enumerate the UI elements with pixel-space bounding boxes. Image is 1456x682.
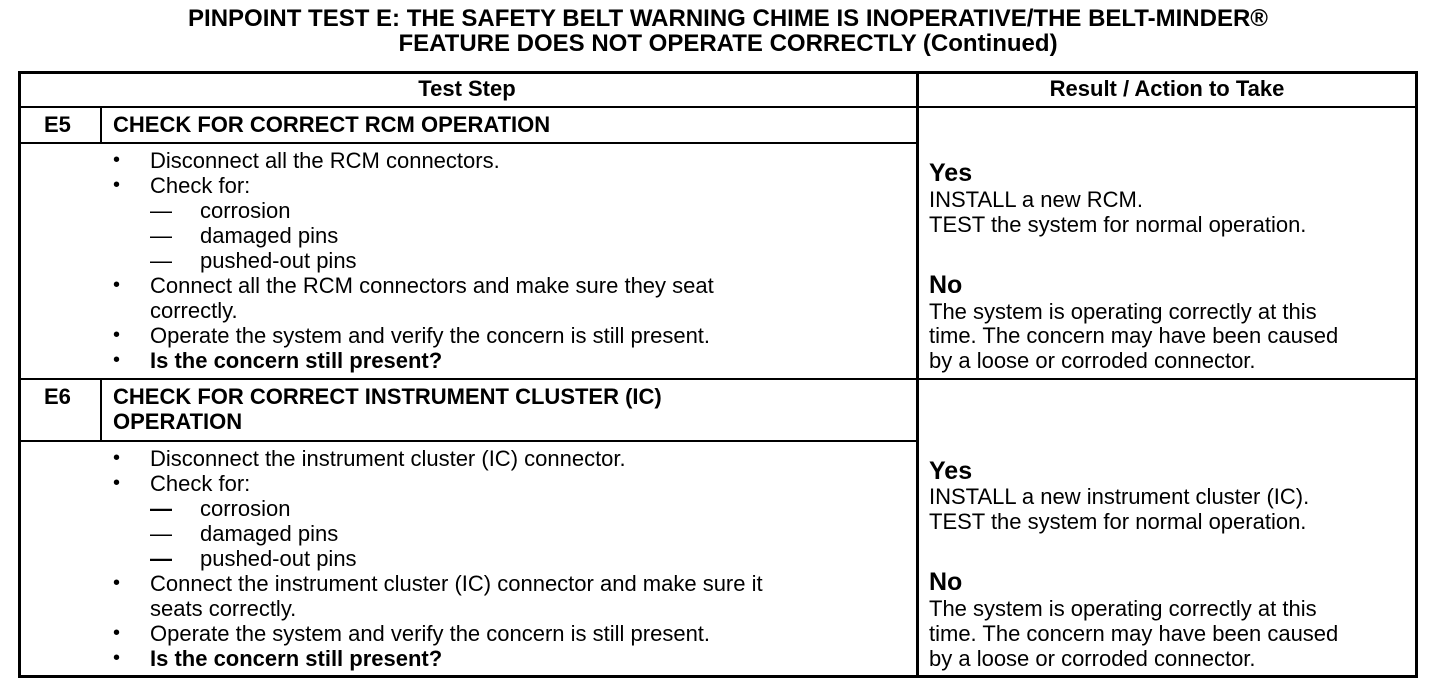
e5-item: Check for: — [150, 173, 251, 198]
e5-item-continued: correctly. — [150, 298, 238, 323]
header-result-action: Result / Action to Take — [1049, 76, 1285, 101]
e5-subitem: pushed-out pins — [200, 248, 357, 273]
dash-icon: — — [150, 198, 172, 223]
e6-item: Connect the instrument cluster (IC) connector and make sure it — [150, 571, 763, 596]
e5-no-label: No — [929, 271, 963, 299]
e6-subitem: damaged pins — [200, 521, 339, 546]
e5-item: Operate the system and verify the concern is still present. — [150, 323, 711, 348]
e5-no-action: time. The concern may have been caused — [929, 323, 1339, 348]
bullet-icon: • — [113, 622, 121, 644]
e5-item: Disconnect all the RCM connectors. — [150, 148, 500, 173]
e6-item: Disconnect the instrument cluster (IC) connector. — [150, 446, 626, 471]
e6-no-action: The system is operating correctly at this — [929, 596, 1317, 621]
e5-step-id-divider — [100, 107, 102, 143]
e6-subitem: pushed-out pins — [200, 546, 357, 571]
document-title — [0, 6, 1456, 56]
dash-icon: — — [150, 248, 172, 273]
e6-no-action: time. The concern may have been caused — [929, 621, 1339, 646]
e6-step-id-divider — [100, 379, 102, 441]
e5-step-title: CHECK FOR CORRECT RCM OPERATION — [113, 112, 551, 137]
bullet-icon: • — [113, 149, 121, 171]
e6-step-id: E6 — [44, 384, 71, 409]
e5-title-divider — [18, 142, 918, 144]
e5-yes-label: Yes — [929, 159, 973, 187]
row-divider — [18, 378, 1418, 380]
e6-item: Operate the system and verify the concern is still present. — [150, 621, 711, 646]
e6-yes-action: TEST the system for normal operation. — [929, 509, 1307, 534]
e6-title-divider — [18, 440, 918, 442]
bullet-icon: • — [113, 324, 121, 346]
bullet-icon: • — [113, 647, 121, 669]
e5-subitem: damaged pins — [200, 223, 339, 248]
e5-question: Is the concern still present? — [150, 348, 443, 373]
bullet-icon: • — [113, 472, 121, 494]
title-line-2: FEATURE DOES NOT OPERATE CORRECTLY (Continued) — [398, 30, 1058, 57]
bullet-icon: • — [113, 349, 121, 371]
e6-subitem: corrosion — [200, 496, 291, 521]
e6-question: Is the concern still present? — [150, 646, 443, 671]
bullet-icon: • — [113, 174, 121, 196]
e5-step-id: E5 — [44, 112, 71, 137]
e5-no-action: The system is operating correctly at this — [929, 299, 1317, 324]
header-test-step: Test Step — [418, 76, 516, 101]
title-line-1: PINPOINT TEST E: THE SAFETY BELT WARNING CHIME IS INOPERATIVE/THE BELT-MINDER® — [188, 5, 1268, 32]
e5-no-action: by a loose or corroded connector. — [929, 348, 1256, 373]
e6-yes-label: Yes — [929, 457, 973, 485]
bullet-icon: • — [113, 274, 121, 296]
e5-yes-action: TEST the system for normal operation. — [929, 212, 1307, 237]
e6-no-label: No — [929, 568, 963, 596]
bullet-icon: • — [113, 572, 121, 594]
dash-icon: — — [150, 521, 172, 546]
e6-step-title-continued: OPERATION — [113, 409, 243, 434]
header-divider — [18, 106, 1418, 108]
e6-item: Check for: — [150, 471, 251, 496]
e5-subitem: corrosion — [200, 198, 291, 223]
bullet-icon: • — [113, 447, 121, 469]
dash-icon: — — [150, 223, 172, 248]
e6-no-action: by a loose or corroded connector. — [929, 646, 1256, 671]
e5-yes-action: INSTALL a new RCM. — [929, 187, 1143, 212]
dash-icon: — — [150, 546, 172, 571]
e6-step-title: CHECK FOR CORRECT INSTRUMENT CLUSTER (IC) — [113, 384, 662, 409]
dash-icon: — — [150, 496, 172, 521]
e6-yes-action: INSTALL a new instrument cluster (IC). — [929, 484, 1310, 509]
column-divider — [916, 71, 919, 678]
e6-item-continued: seats correctly. — [150, 596, 297, 621]
e5-item: Connect all the RCM connectors and make sure they seat — [150, 273, 714, 298]
